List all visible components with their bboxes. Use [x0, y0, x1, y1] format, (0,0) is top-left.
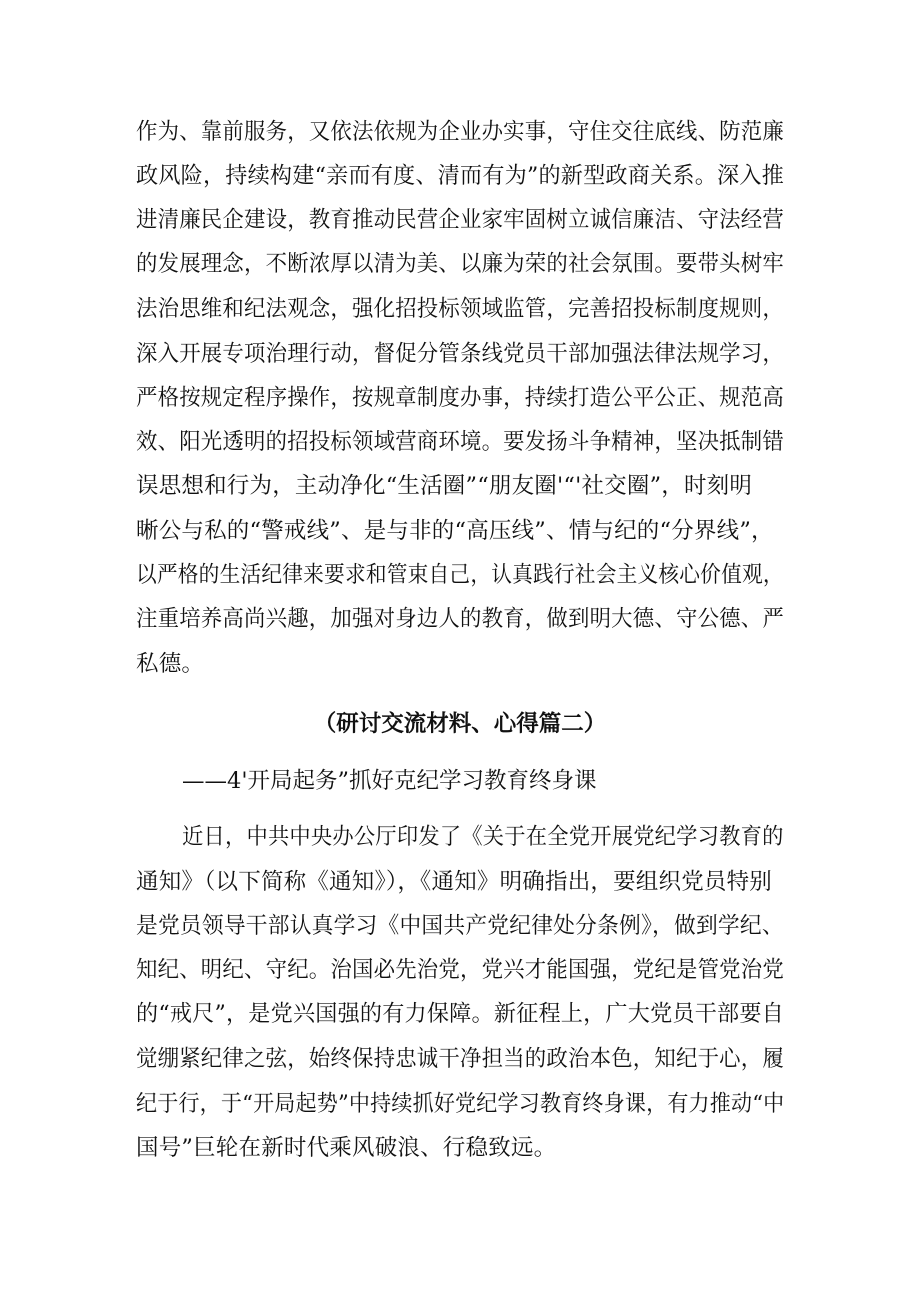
text-line: 作为、靠前服务，又依法依规为企业办实事，守住交往底线、防范廉 [136, 119, 784, 145]
text-line: 的发展理念，不断浓厚以清为美、以廉为荣的社会氛围。要带头树牢 [136, 251, 784, 277]
text-line: 晰公与私的“警戒线”、是与非的“高压线”、情与纪的“分界线”， [136, 518, 774, 544]
section-heading: （研讨交流材料、心得篇二） [313, 711, 607, 737]
text-line: 通知》（以下简称《通知》），《通知》明确指出，要组织党员特别 [136, 869, 773, 895]
text-line: 效、阳光透明的招投标领域营商环境。要发扬斗争精神，坚决抵制错 [136, 429, 784, 455]
text-line: 进清廉民企建设，教育推动民营企业家牢固树立诚信廉洁、守法经营 [136, 207, 784, 233]
text-line: 深入开展专项治理行动，督促分管条线党员干部加强法律法规学习， [136, 341, 784, 367]
text-line: 误思想和行为，主动净化“生活圈”“朋友圈'“'社交圈”，时刻明 [136, 473, 753, 499]
text-line: 的“戒尺”，是党兴国强的有力保障。新征程上，广大党员干部要自 [136, 1001, 785, 1027]
text-line: 知纪、明纪、守纪。治国必先治党，党兴才能国强，党纪是管党治党 [136, 957, 784, 983]
text-line: 法治思维和纪法观念，强化招投标领域监管，完善招投标制度规则， [136, 296, 784, 322]
text-line: 是党员领导干部认真学习《中国共产党纪律处分条例》，做到学纪、 [136, 913, 784, 939]
text-line: 近日，中共中央办公厅印发了《关于在全党开展党纪学习教育的 [182, 824, 784, 850]
text-line: 政风险，持续构建“亲而有度、清而有为”的新型政商关系。深入推 [136, 163, 785, 189]
section-subtitle: ——4'开局起务”抓好克纪学习教育终身课 [182, 768, 597, 794]
text-line: 注重培养高尚兴趣，加强对身边人的教育，做到明大德、守公德、严 [136, 606, 784, 632]
text-line: 以严格的生活纪律来要求和管束自己，认真践行社会主义核心价值观， [136, 562, 784, 588]
text-line: 严格按规定程序操作，按规章制度办事，持续打造公平公正、规范高 [136, 385, 784, 411]
text-line: 纪于行，于“开局起势”中持续抓好党纪学习教育终身课，有力推动“中 [136, 1091, 785, 1117]
text-line: 觉绷紧纪律之弦，始终保持忠诚干净担当的政治本色，知纪于心，履 [136, 1046, 784, 1072]
text-line: 国号”巨轮在新时代乘风破浪、行稳致远。 [136, 1135, 557, 1161]
text-line: 私德。 [136, 651, 205, 677]
